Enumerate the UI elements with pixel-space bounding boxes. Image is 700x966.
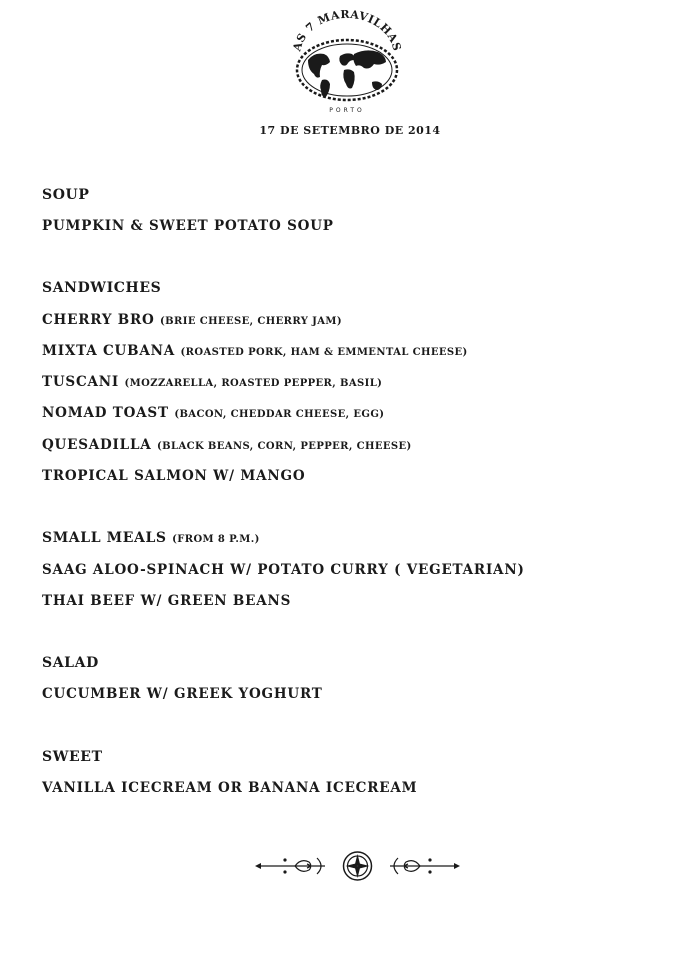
section-title: SALAD <box>42 655 99 671</box>
item-name: QUESADILLA <box>42 437 152 453</box>
item-name: TROPICAL SALMON W/ MANGO <box>42 468 306 484</box>
item-name: CHERRY BRO <box>42 312 155 328</box>
menu-item <box>42 405 384 421</box>
menu-item <box>42 437 412 453</box>
item-name: THAI BEEF W/ GREEN BEANS <box>42 593 292 609</box>
section-heading-sandwiches <box>42 280 161 296</box>
item-name: MIXTA CUBANA <box>42 343 176 359</box>
menu-date: 17 DE SETEMBRO DE 2014 <box>259 124 441 137</box>
item-note: (MOZZARELLA, ROASTED PEPPER, BASIL) <box>124 378 383 389</box>
section-title: SWEET <box>42 749 103 765</box>
item-note: (BACON, CHEDDAR CHEESE, EGG) <box>174 409 385 420</box>
menu-item <box>42 343 468 359</box>
item-name: VANILLA ICECREAM OR BANANA ICECREAM <box>42 780 418 796</box>
menu-item <box>42 374 382 390</box>
section-heading-salad <box>42 655 99 671</box>
section-title: SMALL MEALS <box>42 530 167 546</box>
menu-item <box>42 312 342 328</box>
item-name: NOMAD TOAST <box>42 405 169 421</box>
item-note: (BRIE CHEESE, CHERRY JAM) <box>160 316 343 327</box>
section-heading-soup <box>42 187 89 203</box>
menu-item <box>42 468 305 484</box>
menu-item <box>42 218 334 234</box>
item-name: PUMPKIN & SWEET POTATO SOUP <box>42 218 334 234</box>
menu-item <box>42 593 291 609</box>
logo-subtext: PORTO <box>329 107 365 114</box>
section-title: SANDWICHES <box>42 280 162 296</box>
menu-item <box>42 562 525 578</box>
menu-item <box>42 780 417 796</box>
item-name: SAAG ALOO-SPINACH W/ POTATO CURRY ( VEGETARIAN) <box>42 562 525 578</box>
section-heading-small-meals <box>42 530 260 546</box>
item-note: (ROASTED PORK, HAM & EMMENTAL CHEESE) <box>180 347 468 358</box>
section-title: SOUP <box>42 187 90 203</box>
section-note: (FROM 8 P.M.) <box>172 534 260 545</box>
svg-text:AS 7 MARAVILHAS: AS 7 MARAVILHAS <box>290 8 404 53</box>
item-name: TUSCANI <box>42 374 120 390</box>
item-note: (BLACK BEANS, CORN, PEPPER, CHEESE) <box>157 441 412 452</box>
menu-item <box>42 686 323 702</box>
compass-rose-ornament-icon <box>255 848 460 884</box>
section-heading-sweet <box>42 749 103 765</box>
world-map-oval-logo-icon <box>288 8 406 120</box>
item-name: CUCUMBER W/ GREEK YOGHURT <box>42 686 323 702</box>
